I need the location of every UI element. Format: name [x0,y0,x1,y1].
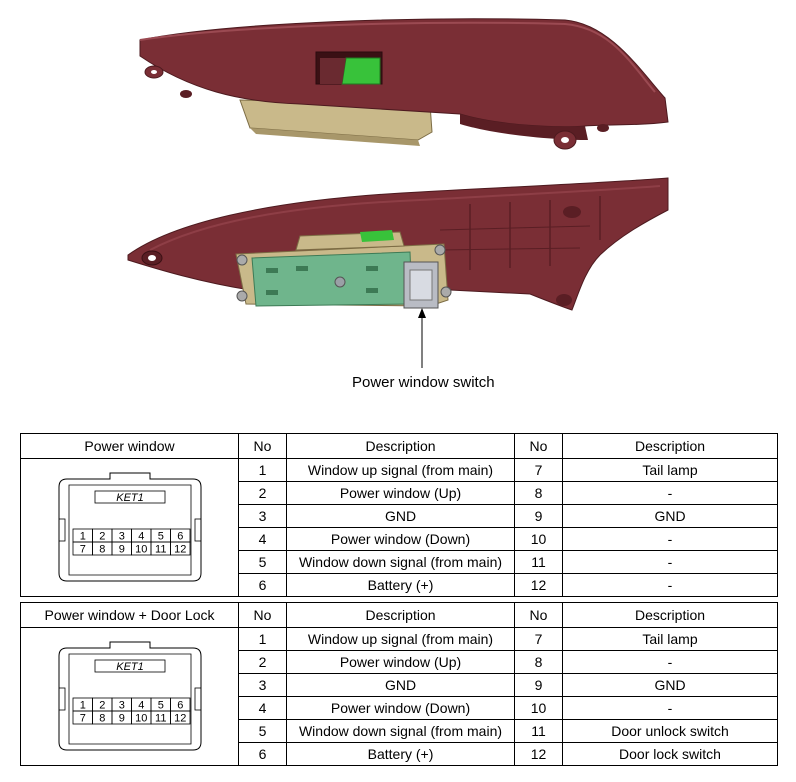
pin-description: Window down signal (from main) [287,720,515,743]
callout-label: Power window switch [352,374,495,391]
pin-number: 12 [173,543,186,555]
pin-table-power-window-door-lock [20,602,778,766]
pin-description: Power window (Up) [287,651,515,674]
pin-description: Power window (Down) [287,697,515,720]
pin-description: Tail lamp [563,459,778,482]
pin-description: Battery (+) [287,574,515,597]
pin-number: 7 [79,543,86,555]
header-no: No [239,434,287,459]
pin-no: 3 [239,674,287,697]
table-header-row [21,434,778,459]
pin-description: Power window (Down) [287,528,515,551]
pin-description: - [563,482,778,505]
pin-number: 4 [137,699,144,711]
header-no: No [515,603,563,628]
pin-description: GND [287,505,515,528]
pin-no: 4 [239,528,287,551]
pin-number: 7 [79,712,86,724]
pin-description: - [563,574,778,597]
table-title: Power window [21,434,239,459]
callout-arrowhead [418,308,426,318]
pin-number: 5 [157,699,164,711]
upper-trim-panel [140,19,668,149]
table-title: Power window + Door Lock [21,603,239,628]
pin-no: 3 [239,505,287,528]
pin-number: 10 [134,543,147,555]
pin-number: 11 [154,712,166,724]
pin-description: - [563,697,778,720]
pin-number: 9 [118,543,125,555]
pin-no: 12 [515,743,563,766]
pin-no: 2 [239,482,287,505]
pin-no: 8 [515,651,563,674]
pin-no: 1 [239,459,287,482]
pin-description: Power window (Up) [287,482,515,505]
pin-description: - [563,528,778,551]
pin-description: GND [563,674,778,697]
connector-label: KET1 [115,660,144,673]
pin-description: GND [287,674,515,697]
connector-label: KET1 [115,491,144,504]
connector-face-diagram [55,469,205,587]
pin-table-power-window [20,433,778,597]
pin-no: 8 [515,482,563,505]
pin-no: 11 [515,551,563,574]
connector-pins [73,698,190,725]
pin-number: 9 [118,712,125,724]
pin-no: 5 [239,551,287,574]
pin-number: 3 [118,530,125,542]
pin-number: 3 [118,699,125,711]
pin-number: 2 [98,530,105,542]
pin-number: 5 [157,530,164,542]
pin-number: 11 [154,543,166,555]
header-description: Description [563,434,778,459]
pin-number: 4 [137,530,144,542]
pin-description: Window down signal (from main) [287,551,515,574]
header-no: No [515,434,563,459]
pin-no: 6 [239,574,287,597]
pin-no: 11 [515,720,563,743]
pin-number: 2 [98,699,105,711]
table-row [21,628,778,651]
pin-description: Door unlock switch [563,720,778,743]
pin-number: 10 [134,712,147,724]
pin-no: 12 [515,574,563,597]
pin-description: Door lock switch [563,743,778,766]
connector-diagram-cell [21,459,239,597]
header-description: Description [287,434,515,459]
pin-number: 1 [79,530,86,542]
connector-face-diagram [55,638,205,756]
pin-description: Window up signal (from main) [287,628,515,651]
pin-no: 6 [239,743,287,766]
pin-no: 9 [515,505,563,528]
pin-no: 7 [515,459,563,482]
table-header-row [21,603,778,628]
header-no: No [239,603,287,628]
pin-no: 7 [515,628,563,651]
connector-diagram-cell [21,628,239,766]
pin-description: Window up signal (from main) [287,459,515,482]
pin-number: 8 [98,712,105,724]
pin-no: 4 [239,697,287,720]
pin-no: 10 [515,697,563,720]
pin-number: 8 [98,543,105,555]
pin-no: 2 [239,651,287,674]
pin-number: 6 [176,699,183,711]
table-row [21,459,778,482]
pin-description: Tail lamp [563,628,778,651]
pin-number: 6 [176,530,183,542]
lower-trim-panel [128,178,668,310]
pin-description: - [563,651,778,674]
pin-description: - [563,551,778,574]
header-description: Description [287,603,515,628]
pin-number: 1 [79,699,86,711]
pin-description: GND [563,505,778,528]
pin-no: 9 [515,674,563,697]
pin-description: Battery (+) [287,743,515,766]
pin-no: 10 [515,528,563,551]
header-description: Description [563,603,778,628]
connector-pins [73,529,190,556]
pin-no: 5 [239,720,287,743]
pin-no: 1 [239,628,287,651]
pin-number: 12 [173,712,186,724]
